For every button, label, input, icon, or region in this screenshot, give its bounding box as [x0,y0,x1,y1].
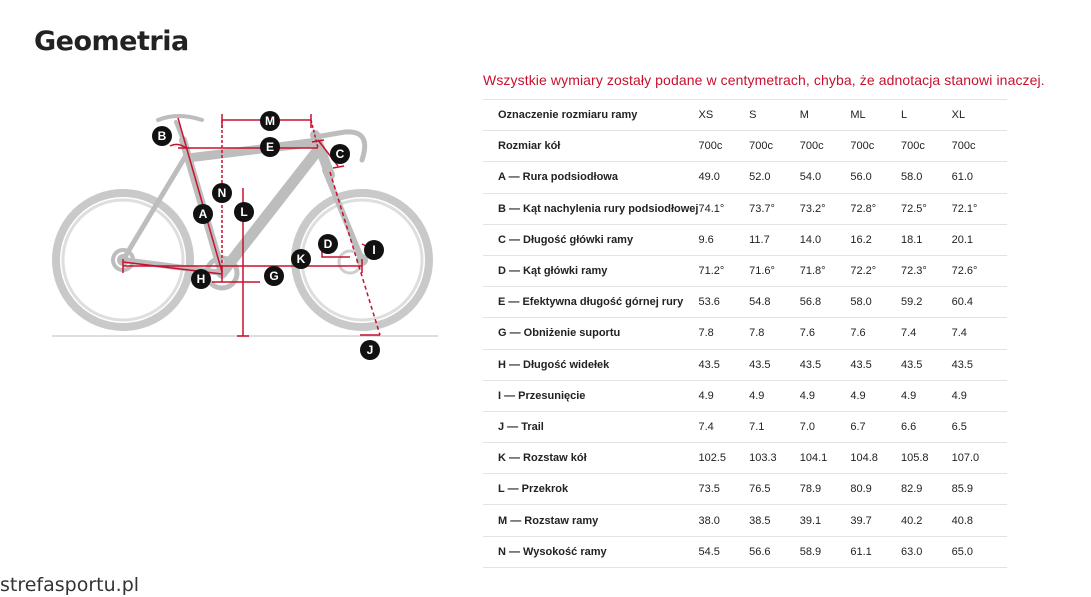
marker-k [291,249,311,269]
row-value: 59.2 [901,287,952,318]
table-row [483,380,1007,411]
row-value: 56.0 [850,162,901,193]
units-note: Wszystkie wymiary zostały podane w centymetrach, chyba, że adnotacja stanowi inaczej. [483,72,1045,88]
row-value: 43.5 [800,349,851,380]
svg-text:N: N [217,186,227,200]
row-value: 6.5 [952,411,1007,442]
row-value: 82.9 [901,474,952,505]
bike-geometry-diagram [45,100,445,370]
row-value: 7.6 [800,318,851,349]
row-value: 105.8 [901,443,952,474]
row-value: 73.2° [800,193,851,224]
svg-text:K: K [296,252,306,266]
row-value: 7.4 [952,318,1007,349]
row-value: ML [850,100,901,131]
row-value: 72.5° [901,193,952,224]
row-label: I — Przesunięcie [483,380,698,411]
marker-j [360,340,380,360]
row-value: 72.3° [901,255,952,286]
row-value: 39.7 [850,505,901,536]
row-value: 4.9 [749,380,800,411]
row-value: 107.0 [952,443,1007,474]
row-value: 58.0 [850,287,901,318]
row-value: 7.4 [698,411,749,442]
row-value: 43.5 [698,349,749,380]
row-value: 54.5 [698,536,749,567]
row-value: 7.6 [850,318,901,349]
row-label: N — Wysokość ramy [483,536,698,567]
marker-d [318,234,338,254]
row-value: 700c [901,131,952,162]
row-value: 7.1 [749,411,800,442]
geometry-table [483,99,1007,568]
table-row [483,287,1007,318]
row-value: 43.5 [749,349,800,380]
svg-text:G: G [269,269,279,283]
row-value: 4.9 [698,380,749,411]
row-value: 103.3 [749,443,800,474]
row-label: A — Rura podsiodłowa [483,162,698,193]
row-value: 38.5 [749,505,800,536]
svg-text:C: C [335,147,345,161]
marker-e [260,137,280,157]
table-row [483,224,1007,255]
table-row [483,474,1007,505]
row-value: 56.8 [800,287,851,318]
table-row [483,193,1007,224]
row-value: 38.0 [698,505,749,536]
row-label: J — Trail [483,411,698,442]
svg-text:M: M [265,114,275,128]
row-value: 104.1 [800,443,851,474]
row-value: 72.1° [952,193,1007,224]
row-value: 20.1 [952,224,1007,255]
row-value: 85.9 [952,474,1007,505]
row-label: Rozmiar kół [483,131,698,162]
row-value: 71.6° [749,255,800,286]
row-value: 61.0 [952,162,1007,193]
table-row [483,411,1007,442]
row-value: 11.7 [749,224,800,255]
row-value: 43.5 [850,349,901,380]
table-row [483,443,1007,474]
marker-b [152,126,172,146]
row-value: 43.5 [901,349,952,380]
row-value: 65.0 [952,536,1007,567]
watermark: strefasportu.pl [0,574,140,596]
row-value: 49.0 [698,162,749,193]
row-label: E — Efektywna długość górnej rury [483,287,698,318]
page-title: Geometria [34,26,189,57]
row-value: 4.9 [800,380,851,411]
row-label: K — Rozstaw kół [483,443,698,474]
table-row [483,162,1007,193]
row-value: 102.5 [698,443,749,474]
row-value: 6.6 [901,411,952,442]
row-value: 63.0 [901,536,952,567]
svg-text:H: H [196,272,206,286]
row-value: 4.9 [952,380,1007,411]
row-value: 18.1 [901,224,952,255]
svg-text:J: J [366,343,374,357]
row-value: 73.5 [698,474,749,505]
table-row [483,349,1007,380]
row-label: Oznaczenie rozmiaru ramy [483,100,698,131]
marker-h [191,269,211,289]
table-row [483,318,1007,349]
row-value: 61.1 [850,536,901,567]
row-value: 52.0 [749,162,800,193]
row-value: 72.8° [850,193,901,224]
row-value: 7.0 [800,411,851,442]
row-value: 4.9 [901,380,952,411]
row-value: 58.0 [901,162,952,193]
row-value: 73.7° [749,193,800,224]
svg-text:D: D [323,237,333,251]
row-value: 700c [749,131,800,162]
row-value: XS [698,100,749,131]
row-value: 54.0 [800,162,851,193]
row-value: 80.9 [850,474,901,505]
row-value: 7.8 [749,318,800,349]
row-label: M — Rozstaw ramy [483,505,698,536]
row-value: 58.9 [800,536,851,567]
svg-text:I: I [372,243,376,257]
marker-g [264,266,284,286]
marker-a [193,204,213,224]
row-value: 53.6 [698,287,749,318]
row-value: 700c [800,131,851,162]
row-value: 71.2° [698,255,749,286]
row-value: 700c [952,131,1007,162]
row-value: 700c [850,131,901,162]
row-value: 74.1° [698,193,749,224]
row-value: 4.9 [850,380,901,411]
row-label: C — Długość główki ramy [483,224,698,255]
row-value: 16.2 [850,224,901,255]
svg-text:L: L [240,205,248,219]
row-value: 71.8° [800,255,851,286]
table-row [483,255,1007,286]
svg-text:E: E [265,140,275,154]
row-value: 72.2° [850,255,901,286]
row-value: 78.9 [800,474,851,505]
svg-text:B: B [157,129,167,143]
row-value: M [800,100,851,131]
row-value: 40.2 [901,505,952,536]
row-value: 56.6 [749,536,800,567]
row-value: XL [952,100,1007,131]
marker-l [234,202,254,222]
table-row [483,505,1007,536]
row-value: 39.1 [800,505,851,536]
row-label: H — Długość widełek [483,349,698,380]
row-value: 700c [698,131,749,162]
row-value: 9.6 [698,224,749,255]
table-row [483,536,1007,567]
row-value: L [901,100,952,131]
row-value: 43.5 [952,349,1007,380]
row-value: 60.4 [952,287,1007,318]
row-label: D — Kąt główki ramy [483,255,698,286]
row-value: 7.4 [901,318,952,349]
table-header-row [483,100,1007,131]
row-value: 6.7 [850,411,901,442]
row-value: 7.8 [698,318,749,349]
marker-c [330,144,350,164]
row-value: 72.6° [952,255,1007,286]
marker-n [212,183,232,203]
row-label: L — Przekrok [483,474,698,505]
marker-m [260,111,280,131]
row-label: G — Obniżenie suportu [483,318,698,349]
row-value: 40.8 [952,505,1007,536]
row-value: 14.0 [800,224,851,255]
row-value: 54.8 [749,287,800,318]
svg-text:A: A [198,207,208,221]
marker-i [364,240,384,260]
row-value: 104.8 [850,443,901,474]
table-row [483,131,1007,162]
row-label: B — Kąt nachylenia rury podsiodłowej [483,193,698,224]
row-value: S [749,100,800,131]
row-value: 76.5 [749,474,800,505]
